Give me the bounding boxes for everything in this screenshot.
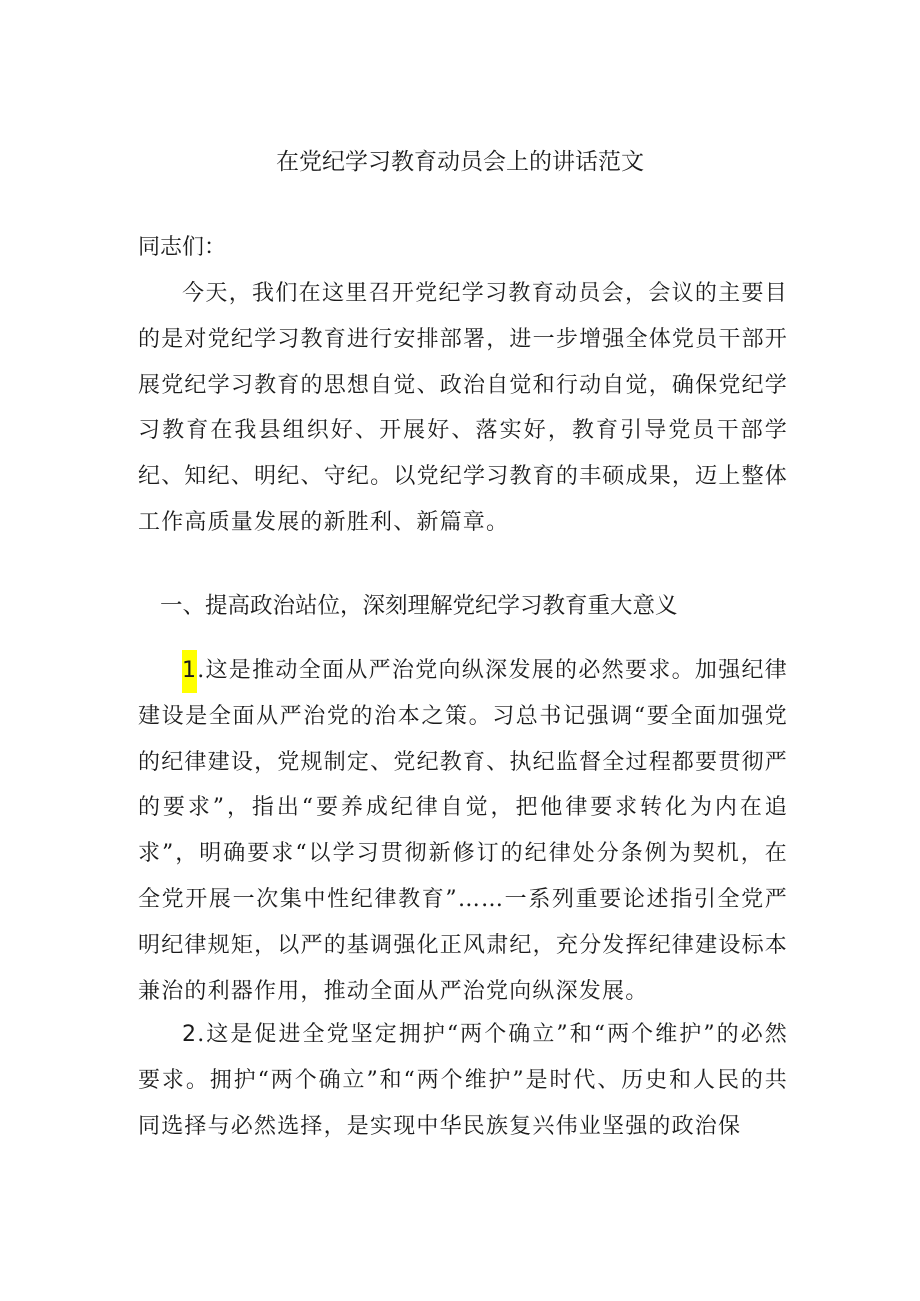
item-2-number: 2 <box>182 1022 198 1047</box>
item-2-text: .这是促进全党坚定拥护“两个确立”和“两个维护”的必然要求。拥护“两个确立”和“两个维护”是时代、历史和人民的共同选择与必然选择，是实现中华民族复兴伟业坚强的政治保 <box>138 1022 788 1139</box>
document-title: 在党纪学习教育动员会上的讲话范文 <box>276 149 644 175</box>
salutation: 同志们： <box>138 235 227 260</box>
section-heading: 一、提高政治站位，深刻理解党纪学习教育重大意义 <box>160 593 678 619</box>
item-1-number: 1 <box>182 650 197 693</box>
item-1-paragraph <box>138 648 788 1014</box>
item-1-text: .这是推动全面从严治党向纵深发展的必然要求。加强纪律建设是全面从严治党的治本之策。习总书记强调“要全面加强党的纪律建设，党规制定、党纪教育、执纪监督全过程都要贯彻严的要求”，指出“要养成纪律自觉，把他律要求转化为内在追求”，明确要求“以学习贯彻新修订的纪律处分条例为契机，在全党开展一次集中性纪律教育”……一系列重要论述指引全党严明纪律规矩，以严的基调强化正风肃纪，充分发挥纪律建设标本兼治的利器作用，推动全面从严治党向纵深发展。 <box>138 658 788 1004</box>
item-2-paragraph <box>138 1012 788 1149</box>
intro-paragraph <box>138 271 788 546</box>
intro-text: 今天，我们在这里召开党纪学习教育动员会，会议的主要目的是对党纪学习教育进行安排部署，进一步增强全体党员干部开展党纪学习教育的思想自觉、政治自觉和行动自觉，确保党纪学习教育在我县组织好、开展好、落实好，教育引导党员干部学纪、知纪、明纪、守纪。以党纪学习教育的丰硕成果，迈上整体工作高质量发展的新胜利、新篇章。 <box>138 281 788 535</box>
